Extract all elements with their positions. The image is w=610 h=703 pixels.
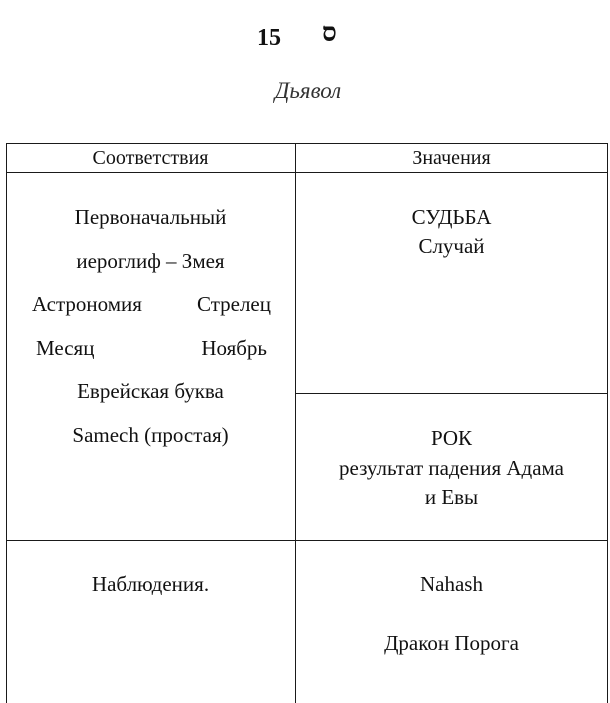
correspondence-table [6, 143, 608, 703]
month-value: Ноябрь [201, 336, 267, 360]
observation-line-2: Дракон Порога [384, 631, 519, 655]
row-divider [6, 540, 608, 541]
observations-label: Наблюдения. [91, 572, 210, 596]
meanings-divider [295, 393, 608, 394]
astronomy-label: Астрономия [32, 292, 142, 316]
fate-title: СУДЬБА [411, 205, 492, 229]
astronomy-row [32, 289, 271, 319]
doom-title: РОК [430, 426, 473, 450]
header-correspondences: Соответствия [92, 147, 209, 169]
card-title: Дьявол [274, 78, 342, 103]
correspondence-line-2: иероглиф – Змея [76, 249, 225, 273]
card-number: 15 [257, 25, 281, 51]
doom-line-2: и Евы [424, 485, 479, 509]
astronomy-value: Стрелец [196, 292, 271, 316]
month-row [36, 333, 267, 363]
doom-line-1: результат падения Адама [339, 456, 564, 480]
fate-subtitle: Случай [418, 234, 485, 258]
observation-line-1: Nahash [420, 572, 483, 596]
hebrew-letter: ס [322, 18, 337, 47]
header-meanings: Значения [412, 147, 491, 169]
correspondence-line-6: Samech (простая) [72, 423, 229, 447]
correspondence-line-5: Еврейская буква [77, 379, 224, 403]
month-label: Месяц [36, 336, 95, 360]
correspondence-line-1: Первоначальный [74, 205, 227, 229]
